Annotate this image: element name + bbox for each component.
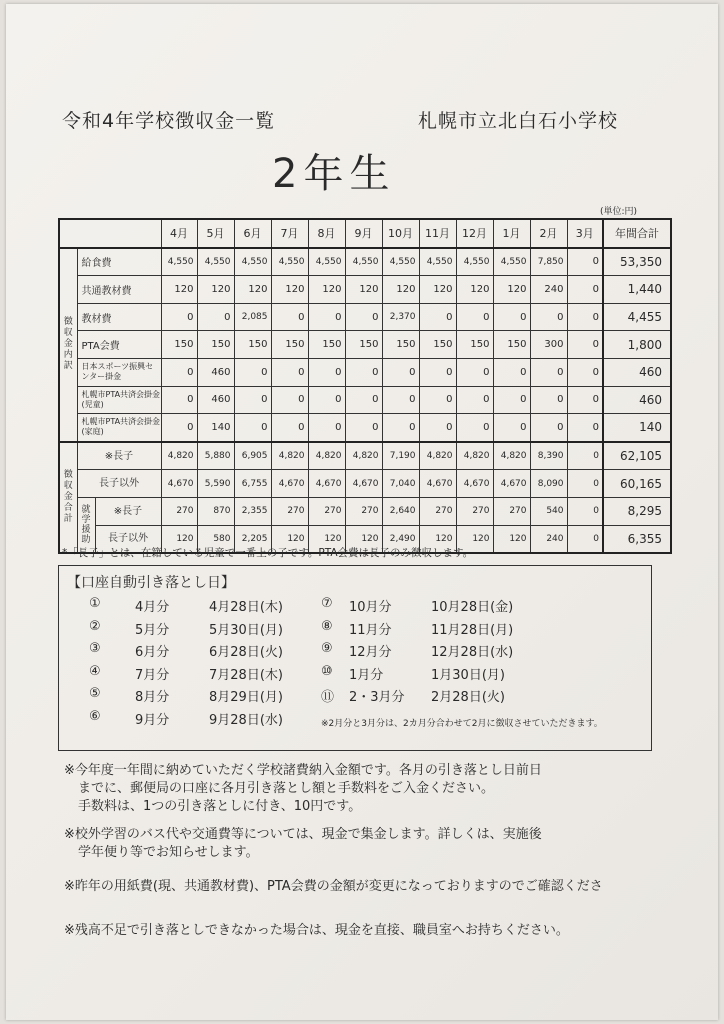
- total-row: [59, 470, 671, 498]
- annual-total-cell: 140: [603, 414, 671, 442]
- total-value-cell: 270: [271, 497, 308, 525]
- total-value-cell: 2,355: [234, 497, 271, 525]
- school-name: 札幌市立北白石小学校: [418, 110, 619, 132]
- schedule-date: 7月28日(木): [209, 667, 283, 683]
- total-value-cell: 8,090: [530, 470, 567, 498]
- total-value-cell: 6,905: [234, 442, 271, 470]
- fee-value-cell: 300: [530, 331, 567, 359]
- grade-title: 2年生: [272, 151, 396, 197]
- schedule-date: 12月28日(水): [431, 645, 514, 661]
- fee-item-label: 札幌市PTA共済会掛金(家庭): [77, 414, 161, 442]
- fee-value-cell: 0: [456, 358, 493, 386]
- fee-value-cell: 0: [308, 414, 345, 442]
- schedule-no: ④: [89, 663, 101, 679]
- schedule-month: 12月分: [349, 645, 392, 661]
- total-value-cell: 240: [530, 525, 567, 553]
- fee-value-cell: 0: [345, 414, 382, 442]
- total-value-cell: 120: [345, 525, 382, 553]
- total-value-cell: 4,670: [456, 470, 493, 498]
- total-value-cell: 120: [493, 525, 530, 553]
- total-value-cell: 7,190: [382, 442, 419, 470]
- fee-value-cell: 0: [382, 358, 419, 386]
- fee-value-cell: 0: [161, 303, 197, 331]
- month-header: 6月: [234, 219, 271, 248]
- total-value-cell: 120: [271, 525, 308, 553]
- total-value-cell: 0: [567, 470, 603, 498]
- fee-value-cell: 0: [567, 303, 603, 331]
- fee-value-cell: 0: [345, 303, 382, 331]
- total-value-cell: 4,670: [345, 470, 382, 498]
- fee-value-cell: 150: [456, 331, 493, 359]
- schedule-month: 8月分: [135, 690, 170, 706]
- fee-value-cell: 0: [567, 386, 603, 414]
- fee-value-cell: 4,550: [345, 248, 382, 276]
- month-header: 2月: [530, 219, 567, 248]
- total-value-cell: 2,490: [382, 525, 419, 553]
- fee-value-cell: 0: [197, 303, 234, 331]
- fee-value-cell: 0: [530, 303, 567, 331]
- fee-value-cell: 150: [308, 331, 345, 359]
- total-value-cell: 270: [456, 497, 493, 525]
- fee-value-cell: 150: [197, 331, 234, 359]
- annual-total-cell: 460: [603, 358, 671, 386]
- month-header: 8月: [308, 219, 345, 248]
- month-header-row: [59, 219, 671, 248]
- fee-value-cell: 0: [493, 303, 530, 331]
- fee-value-cell: 120: [456, 276, 493, 304]
- fee-value-cell: 0: [567, 331, 603, 359]
- fee-value-cell: 0: [530, 414, 567, 442]
- fee-item-label: 共通教材費: [77, 276, 161, 304]
- fee-item-label: 給食費: [77, 248, 161, 276]
- footer-line: 学年便り等でお知らせします。: [78, 845, 259, 860]
- fee-value-cell: 0: [419, 386, 456, 414]
- month-header: 3月: [567, 219, 603, 248]
- schedule-month: 9月分: [135, 713, 170, 728]
- fee-value-cell: 0: [567, 358, 603, 386]
- annual-total-cell: 8,295: [603, 497, 671, 525]
- fee-value-cell: 0: [567, 276, 603, 304]
- schedule-date: 10月28日(金): [431, 600, 514, 615]
- fee-row: [59, 414, 671, 442]
- total-value-cell: 5,880: [197, 442, 234, 470]
- fee-value-cell: 4,550: [161, 248, 197, 276]
- fee-value-cell: 0: [530, 386, 567, 414]
- schedule-month: 10月分: [349, 600, 392, 615]
- fee-value-cell: 0: [308, 358, 345, 386]
- footer-note-3: ※昨年の用紙費(現、共通教材費)、PTA会費の金額が変更になっておりますのでご確認くださ: [64, 879, 603, 894]
- schedule-note: ※2月分と3月分は、2カ月分合わせて2月に徴収させていただきます。: [321, 719, 603, 729]
- annual-total-cell: 1,800: [603, 331, 671, 359]
- schedule-month: 1月分: [349, 667, 384, 683]
- fee-value-cell: 0: [382, 414, 419, 442]
- schedule-month: 11月分: [349, 622, 392, 638]
- fee-value-cell: 0: [308, 303, 345, 331]
- schedule-no: ⑩: [321, 663, 333, 679]
- total-value-cell: 2,205: [234, 525, 271, 553]
- fee-value-cell: 0: [271, 358, 308, 386]
- debit-schedule-box: [58, 565, 652, 751]
- page-title: 令和4年学校徴収金一覧: [62, 110, 276, 132]
- eldest-child-note: *「長子」とは、在籍している児童で一番上の子です。PTA会費は長子のみ徴収します。: [62, 547, 474, 559]
- fee-value-cell: 4,550: [308, 248, 345, 276]
- schedule-no: ⑨: [321, 641, 333, 657]
- fee-value-cell: 4,550: [493, 248, 530, 276]
- total-value-cell: 120: [419, 525, 456, 553]
- fee-value-cell: 0: [271, 386, 308, 414]
- schedule-date: 5月30日(月): [209, 622, 283, 638]
- schedule-month: 5月分: [135, 622, 170, 638]
- fee-value-cell: 0: [234, 414, 271, 442]
- fee-value-cell: 0: [567, 248, 603, 276]
- fee-value-cell: 140: [197, 414, 234, 442]
- fee-value-cell: 4,550: [382, 248, 419, 276]
- total-value-cell: 4,820: [419, 442, 456, 470]
- fee-value-cell: 120: [234, 276, 271, 304]
- fee-value-cell: 2,085: [234, 303, 271, 331]
- fee-value-cell: 0: [419, 303, 456, 331]
- fee-item-label: 教材費: [77, 303, 161, 331]
- total-row: [59, 497, 671, 525]
- total-value-cell: 120: [161, 525, 197, 553]
- schedule-no: ⑤: [89, 686, 101, 702]
- total-value-cell: 0: [567, 497, 603, 525]
- annual-total-cell: 460: [603, 386, 671, 414]
- month-header: 7月: [271, 219, 308, 248]
- month-header: 5月: [197, 219, 234, 248]
- fee-value-cell: 0: [493, 414, 530, 442]
- fee-value-cell: 120: [382, 276, 419, 304]
- footer-line: ※今年度一年間に納めていただく学校諸費納入金額です。各月の引き落とし日前日: [64, 763, 542, 778]
- fee-value-cell: 120: [308, 276, 345, 304]
- schedule-no: ⑥: [89, 709, 101, 724]
- fee-value-cell: 460: [197, 386, 234, 414]
- schedule-no: ①: [89, 596, 101, 611]
- school-aid-label: 就学援助: [77, 497, 95, 553]
- fee-value-cell: 0: [493, 386, 530, 414]
- total-value-cell: 4,670: [161, 470, 197, 498]
- fee-value-cell: 150: [345, 331, 382, 359]
- annual-total-cell: 60,165: [603, 470, 671, 498]
- schedule-month: 2・3月分: [349, 690, 405, 706]
- section-label-breakdown: 徴収金内訳: [59, 248, 77, 442]
- section-label-totals: 徴収金合計: [59, 442, 77, 553]
- fee-value-cell: 0: [271, 414, 308, 442]
- fee-value-cell: 0: [493, 358, 530, 386]
- fee-value-cell: 150: [419, 331, 456, 359]
- document-page: [6, 4, 718, 1020]
- total-value-cell: 0: [567, 525, 603, 553]
- schedule-date: 6月28日(火): [209, 645, 283, 661]
- schedule-no: ⑪: [321, 690, 335, 706]
- fee-value-cell: 0: [234, 358, 271, 386]
- month-header: 12月: [456, 219, 493, 248]
- total-value-cell: 4,670: [271, 470, 308, 498]
- footer-note-1: [64, 762, 542, 816]
- corner-cell: [59, 219, 161, 248]
- fee-value-cell: 0: [308, 386, 345, 414]
- total-value-cell: 120: [456, 525, 493, 553]
- total-row: [59, 442, 671, 470]
- total-value-cell: 270: [419, 497, 456, 525]
- fee-row: [59, 358, 671, 386]
- fee-value-cell: 4,550: [271, 248, 308, 276]
- fee-value-cell: 0: [161, 358, 197, 386]
- schedule-no: ②: [89, 618, 101, 634]
- fee-value-cell: 4,550: [456, 248, 493, 276]
- annual-total-cell: 1,440: [603, 276, 671, 304]
- total-value-cell: 270: [161, 497, 197, 525]
- fee-value-cell: 150: [493, 331, 530, 359]
- schedule-date: 9月28日(水): [209, 713, 283, 728]
- total-value-cell: 4,670: [419, 470, 456, 498]
- total-value-cell: 120: [308, 525, 345, 553]
- fee-row: [59, 331, 671, 359]
- footer-line: 手数料は、1つの引き落としに付き、10円です。: [78, 799, 362, 814]
- total-row-label: ※長子: [77, 442, 161, 470]
- fee-value-cell: 120: [419, 276, 456, 304]
- annual-total-cell: 6,355: [603, 525, 671, 553]
- month-header: 4月: [161, 219, 197, 248]
- schedule-month: 6月分: [135, 645, 170, 661]
- total-value-cell: 4,670: [308, 470, 345, 498]
- fee-value-cell: 0: [530, 358, 567, 386]
- annual-total-cell: 4,455: [603, 303, 671, 331]
- fee-value-cell: 150: [234, 331, 271, 359]
- schedule-date: 4月28日(木): [209, 600, 283, 615]
- fee-row: [59, 386, 671, 414]
- total-row-label: ※長子: [95, 497, 161, 525]
- fee-value-cell: 0: [456, 386, 493, 414]
- fee-value-cell: 120: [493, 276, 530, 304]
- fee-value-cell: 7,850: [530, 248, 567, 276]
- fee-row: [59, 276, 671, 304]
- month-header: 1月: [493, 219, 530, 248]
- fee-item-label: 日本スポーツ振興センター掛金: [77, 358, 161, 386]
- fee-row: [59, 248, 671, 276]
- fee-value-cell: 120: [345, 276, 382, 304]
- total-value-cell: 4,820: [271, 442, 308, 470]
- month-header: 11月: [419, 219, 456, 248]
- fee-value-cell: 0: [271, 303, 308, 331]
- total-value-cell: 580: [197, 525, 234, 553]
- fee-table-body: [59, 248, 671, 554]
- month-header: 10月: [382, 219, 419, 248]
- total-value-cell: 8,390: [530, 442, 567, 470]
- footer-note-4: ※残高不足で引き落としできなかった場合は、現金を直接、職員室へお持ちください。: [64, 923, 569, 938]
- fee-value-cell: 0: [345, 358, 382, 386]
- fee-value-cell: 2,370: [382, 303, 419, 331]
- fee-value-cell: 460: [197, 358, 234, 386]
- fee-value-cell: 0: [161, 414, 197, 442]
- fee-value-cell: 0: [382, 386, 419, 414]
- total-value-cell: 540: [530, 497, 567, 525]
- total-row-label: 長子以外: [77, 470, 161, 498]
- fee-value-cell: 150: [161, 331, 197, 359]
- total-value-cell: 270: [493, 497, 530, 525]
- fee-value-cell: 4,550: [419, 248, 456, 276]
- unit-note: (単位:円): [600, 207, 638, 217]
- footer-note-2: [64, 826, 542, 862]
- fee-item-label: PTA会費: [77, 331, 161, 359]
- schedule-no: ⑧: [321, 618, 333, 634]
- fee-value-cell: 0: [234, 386, 271, 414]
- fee-value-cell: 0: [419, 358, 456, 386]
- fee-value-cell: 240: [530, 276, 567, 304]
- month-header: 9月: [345, 219, 382, 248]
- total-value-cell: 4,820: [456, 442, 493, 470]
- total-header: 年間合計: [603, 219, 671, 248]
- schedule-no: ⑦: [321, 596, 333, 611]
- total-value-cell: 4,670: [493, 470, 530, 498]
- footer-line: までに、郵便局の口座に各月引き落とし額と手数料をご入金ください。: [78, 781, 495, 796]
- fee-value-cell: 150: [382, 331, 419, 359]
- fee-value-cell: 4,550: [234, 248, 271, 276]
- total-value-cell: 4,820: [161, 442, 197, 470]
- total-value-cell: 6,755: [234, 470, 271, 498]
- total-value-cell: 4,820: [345, 442, 382, 470]
- schedule-date: 8月29日(月): [209, 690, 283, 706]
- fee-item-label: 札幌市PTA共済会掛金(児童): [77, 386, 161, 414]
- schedule-date: 1月30日(月): [431, 667, 505, 683]
- fee-table: [58, 218, 672, 554]
- total-row-label: 長子以外: [95, 525, 161, 553]
- schedule-date: 2月28日(火): [431, 690, 505, 706]
- fee-value-cell: 0: [456, 414, 493, 442]
- total-value-cell: 2,640: [382, 497, 419, 525]
- total-value-cell: 870: [197, 497, 234, 525]
- annual-total-cell: 53,350: [603, 248, 671, 276]
- fee-value-cell: 120: [161, 276, 197, 304]
- schedule-date: 11月28日(月): [431, 622, 514, 638]
- fee-row: [59, 303, 671, 331]
- fee-value-cell: 0: [345, 386, 382, 414]
- schedule-no: ③: [89, 641, 101, 657]
- fee-value-cell: 0: [161, 386, 197, 414]
- schedule-title: 【口座自動引き落とし日】: [67, 575, 235, 591]
- footer-line: ※校外学習のバス代や交通費等については、現金で集金します。詳しくは、実施後: [64, 827, 542, 842]
- schedule-month: 7月分: [135, 667, 170, 683]
- annual-total-cell: 62,105: [603, 442, 671, 470]
- fee-value-cell: 0: [456, 303, 493, 331]
- fee-value-cell: 0: [419, 414, 456, 442]
- fee-value-cell: 0: [567, 414, 603, 442]
- total-value-cell: 270: [308, 497, 345, 525]
- fee-value-cell: 120: [271, 276, 308, 304]
- fee-value-cell: 150: [271, 331, 308, 359]
- total-value-cell: 270: [345, 497, 382, 525]
- total-value-cell: 4,820: [308, 442, 345, 470]
- fee-value-cell: 4,550: [197, 248, 234, 276]
- fee-value-cell: 120: [197, 276, 234, 304]
- total-value-cell: 4,820: [493, 442, 530, 470]
- schedule-month: 4月分: [135, 600, 170, 615]
- total-value-cell: 5,590: [197, 470, 234, 498]
- total-value-cell: 0: [567, 442, 603, 470]
- total-value-cell: 7,040: [382, 470, 419, 498]
